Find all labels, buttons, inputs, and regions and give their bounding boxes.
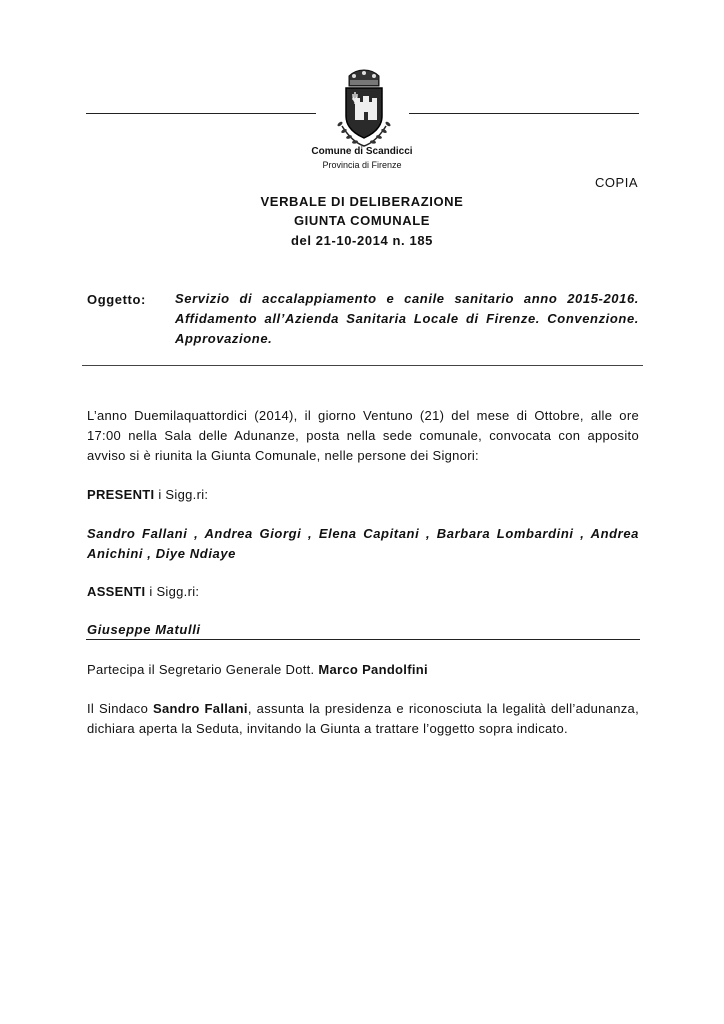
sindaco-prefix: Il Sindaco [87,701,154,716]
sindaco-text: , assunta la presidenza e riconosciuta la legalità dell’adunanza, dichiara aperta la Seduta, invitando la Giunta a trattare l’oggetto sopra indicato. [87,701,639,736]
sindaco-name: Sandro Fallani [153,701,248,716]
segretario-paragraph [87,660,639,680]
subject-label: Oggetto: [87,292,146,307]
subject-text: Servizio di accalappiamento e canile sanitario anno 2015-2016. Affidamento all’Azienda Sanitaria Locale di Firenze. Convenzione. Approvazione. [175,291,639,346]
presenti-suffix: i Sigg.ri: [154,487,209,502]
municipality-name: Comune di Scandicci [311,146,413,157]
header-rule-left [86,113,316,114]
assenti-heading [87,582,639,602]
header-rule-right [409,113,639,114]
segretario-prefix: Partecipa il Segretario Generale Dott. [87,662,319,677]
sindaco-paragraph [87,699,639,739]
province-name: Provincia di Firenze [322,160,402,170]
intro-paragraph: L’anno Duemilaquattordici (2014), il giorno Ventuno (21) del mese di Ottobre, alle ore 17:00 nella Sala delle Adunanze, posta nella sede comunale, convocata con apposito avviso si è riunita la Giunta Comunale, nelle persone dei Signori: [87,408,639,463]
document-body: GIUNTA COMUNALE [293,213,431,228]
document-title: VERBALE DI DELIBERAZIONE [260,194,464,209]
subject-divider [82,365,643,366]
document-date-number: del 21-10-2014 n. 185 [291,233,433,248]
presenti-names: Sandro Fallani , Andrea Giorgi , Elena Capitani , Barbara Lombardini , Andrea Anichini , Diye Ndiaye [87,526,639,561]
assenti-names: Giuseppe Matulli [87,622,201,637]
assenti-label: ASSENTI [87,584,146,599]
assenti-suffix: i Sigg.ri: [145,584,200,599]
presenti-heading [87,485,639,505]
copy-label: COPIA [595,175,638,190]
assenti-divider [86,639,640,640]
segretario-name: Marco Pandolfini [318,662,428,677]
coat-of-arms-icon [322,66,406,152]
presenti-label: PRESENTI [87,487,155,502]
